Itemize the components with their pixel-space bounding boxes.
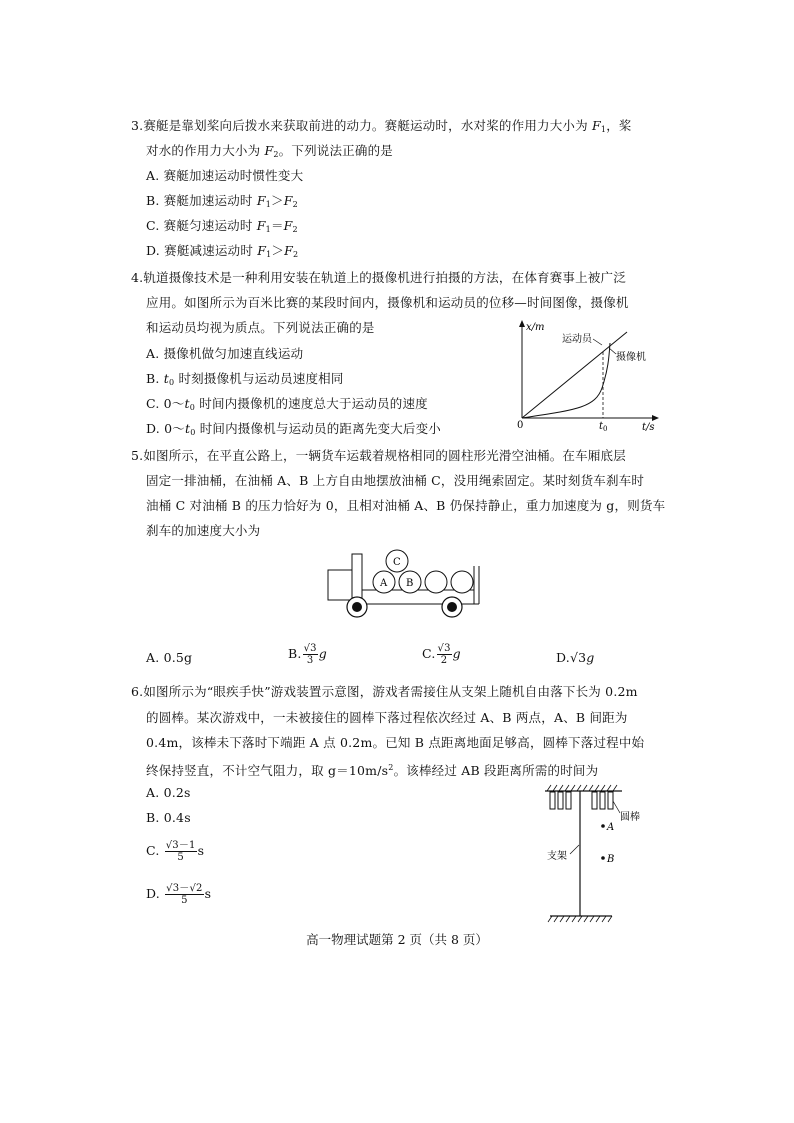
q4-graph-ylabel: x/m [526,322,545,333]
q3-option-b: B. 赛艇加速运动时 $F_1>F_2$ [146,193,298,209]
q6-option-b: B. 0.4s [146,810,191,825]
page-footer: 高一物理试题第 2 页（共 8 页） [306,932,488,947]
q6-label-a: A [607,822,615,833]
q5-truck-figure [320,546,490,620]
q6-line2: 的圆棒。某次游戏中，一未被接住的圆棒下落过程依次经过 A、B 两点，A、B 间距为 [146,710,628,725]
q4-camera-label: 摄像机 [616,352,646,363]
q5-option-a: A. 0.5g [146,650,193,665]
q6-option-c: C. $\frac{√3-1}{5}$ s [146,840,205,863]
q6-point-a [601,824,605,828]
q5-label-a: A [380,578,388,589]
q5-line2: 固定一排油桶，在油桶 A、B 上方自由地摆放油桶 C，没用绳索固定。某时刻货车刹车时 [146,473,645,488]
q6-option-d: D. $\frac{√3-√2}{5}$ s [146,883,212,906]
q6-stand-figure [520,783,670,928]
q4-option-a: A. 摄像机做匀加速直线运动 [146,346,304,361]
q4-line2: 应用。如图所示为百米比赛的某段时间内，摄像机和运动员的位移—时间图像，摄像机 [146,295,629,310]
q4-line1: 4.轨道摄像技术是一种利用安装在轨道上的摄像机进行拍摄的方法，在体育赛事上被广泛 [131,270,626,285]
q5-line3: 油桶 C 对油桶 B 的压力恰好为 0，且相对油桶 A、B 仍保持静止，重力加速度为 g，则货车 [146,498,666,513]
q3-line1: 3.赛艇是靠划桨向后拨水来获取前进的动力。赛艇运动时，水对桨的作用力大小为 $F_1$，桨 [131,118,632,134]
q6-label-b: B [607,854,615,865]
q4-runner-label: 运动员 [562,334,592,345]
q4-xt-graph [505,318,665,434]
q3-line2: 对水的作用力大小为 $F_2$。下列说法正确的是 [146,143,393,159]
q6-line3: 0.4m，该棒未下落时下端距 A 点 0.2m。已知 B 点距离地面足够高，圆棒下落过程中始 [146,735,645,750]
q4-option-c: C. $0\sim t_0$ 时间内摄像机的速度总大于运动员的速度 [146,396,428,412]
q5-line1: 5.如图所示，在平直公路上，一辆货车运载着规格相同的圆柱形光滑空油桶。在车厢底层 [131,448,626,463]
q6-option-a: A. 0.2s [146,785,191,800]
q4-option-d: D. $0\sim t_0$ 时间内摄像机与运动员的距离先变大后变小 [146,421,442,437]
q3-option-d: D. 赛艇减速运动时 $F_1>F_2$ [146,243,299,259]
q6-line1: 6.如图所示为“眼疾手快”游戏装置示意图，游戏者需接住从支架上随机自由落下长为 0.2m [131,684,638,699]
q4-option-b: B. $t_0$ 时刻摄像机与运动员速度相同 [146,371,344,387]
q4-graph-origin: 0 [517,420,524,431]
q5-option-d: D.√3g [556,650,595,665]
q3-option-c: C. 赛艇匀速运动时 $F_1=F_2$ [146,218,298,234]
q5-label-c: C [393,557,401,568]
q6-rod-label: 圆棒 [620,812,640,823]
q5-option-c: C. $\frac{√3}{2}$ g [422,643,461,666]
q3-option-a: A. 赛艇加速运动时惯性变大 [146,168,304,183]
q5-option-b: B. $\frac{√3}{3}$ g [288,643,327,666]
q6-point-b [601,856,605,860]
q5-label-b: B [406,578,414,589]
q5-line4: 刹车的加速度大小为 [146,523,261,538]
q4-graph-xlabel: t/s [642,422,655,433]
q4-graph-t0: $t_0$ [599,421,608,433]
q6-stand-label: 支架 [547,851,567,862]
q4-line3: 和运动员均视为质点。下列说法正确的是 [146,320,375,335]
q6-line4: 终保持竖直，不计空气阻力，取 $g=10m/s^2$。该棒经过 AB 段距离所需的时间为 [146,763,599,779]
